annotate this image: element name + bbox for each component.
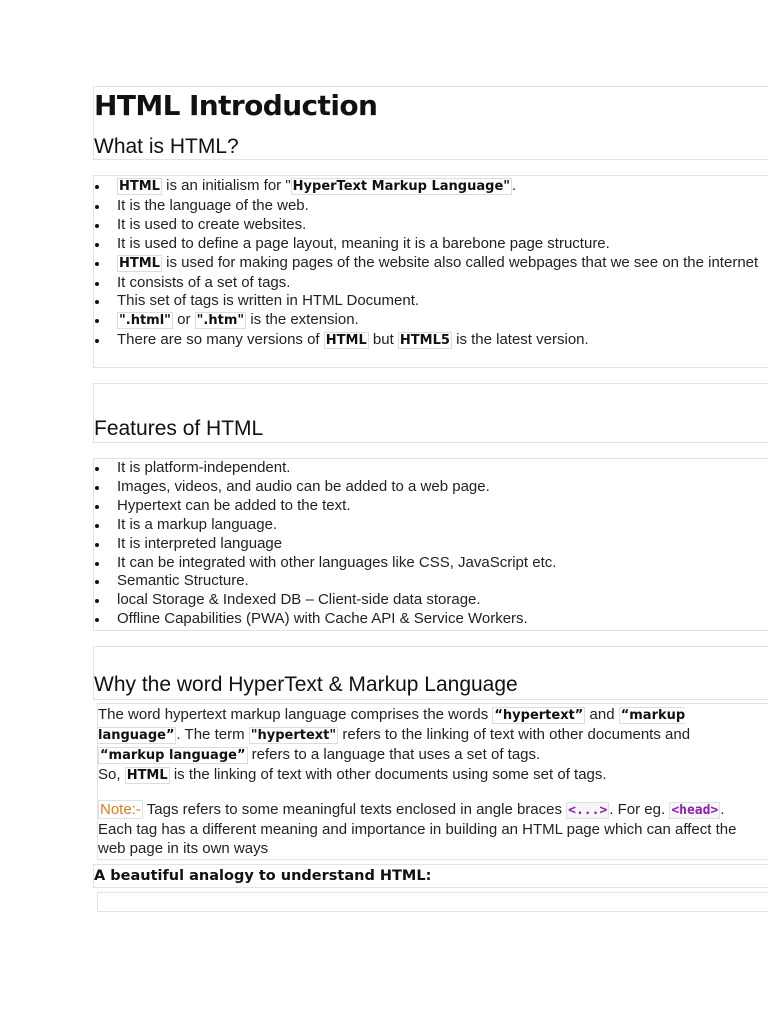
list-item [94,292,764,311]
para-text: . Each tag has a different meaning and importance in building an HTML page which can affect the web page in its own ways [98,801,737,857]
para-text: refers to a language that uses a set of tags. [247,746,541,763]
empty-content-box [97,892,768,912]
keyword: HyperText Markup Language" [292,179,511,194]
code-snippet: <head> [671,803,719,818]
item-text: is an initialism for " [161,177,291,194]
keyword: HTML [126,768,168,783]
para-text: Tags refers to some meaningful texts enclosed in angle braces [142,801,567,818]
item-text: It is used to create websites. [117,215,307,233]
item-text: There are so many versions of [117,331,324,349]
list-item: It can be integrated with other languages like CSS, JavaScript etc. [94,554,764,573]
list-item [94,311,764,331]
section1-list [94,177,764,351]
code-snippet: <...> [568,803,608,818]
list-item [94,177,764,197]
para-text: refers to the linking of text with other documents and [338,726,691,743]
list-item: Images, videos, and audio can be added to a web page. [94,478,764,497]
para-text: . The term [176,726,249,743]
para-text: . For eg. [609,801,670,818]
list-item: Hypertext can be added to the text. [94,497,764,516]
item-text: It consists of a set of tags. [117,273,291,291]
list-item [94,235,764,254]
analogy-heading: A beautiful analogy to understand HTML: [94,868,432,884]
note-label: Note:- [100,801,141,818]
list-item: Offline Capabilities (PWA) with Cache API & Service Workers. [94,610,764,629]
item-text: is the latest version. [451,331,589,349]
para-text: is the linking of text with other documents using some set of tags. [169,766,607,783]
page-title: HTML Introduction [94,89,378,122]
list-item [94,254,764,274]
keyword: ".htm" [196,313,245,329]
list-item: It is a markup language. [94,516,764,535]
keyword: “hypertext” [494,708,584,723]
para-text: So, [98,766,125,783]
item-text: It is used to define a page layout, meaning it is a barebone page structure. [117,234,610,252]
keyword: "hypertext" [250,728,337,743]
para-text: and [585,706,619,723]
list-item [94,274,764,293]
item-text: but [368,331,398,349]
list-item [94,331,764,351]
item-text: . [512,177,517,194]
list-item [94,197,764,216]
keyword: HTML [119,255,160,271]
section2-list [94,459,764,629]
definition-paragraph [98,705,760,785]
list-item [94,216,764,235]
section1-heading: What is HTML? [94,135,239,158]
item-text: is the extension. [246,311,359,329]
section2-heading: Features of HTML [94,417,264,440]
list-item: It is platform-independent. [94,459,764,478]
keyword: “markup language” [100,748,246,763]
keyword: HTML [325,333,367,349]
keyword: HTML [119,179,160,194]
keyword: HTML5 [399,333,450,349]
para-text: The word hypertext markup language comprises the words [98,706,493,723]
section3-heading: Why the word HyperText & Markup Language [94,673,518,696]
note-paragraph [98,800,760,858]
list-item: Semantic Structure. [94,572,764,591]
list-item: It is interpreted language [94,535,764,554]
item-text: This set of tags is written in HTML Document. [117,292,420,310]
keyword: ".html" [119,313,171,329]
item-text: It is the language of the web. [117,196,309,214]
keyword: “markup language” [98,708,686,743]
item-text: or [172,311,195,329]
item-text: is used for making pages of the website also called webpages that we see on the internet [161,253,759,271]
list-item: local Storage & Indexed DB – Client-side data storage. [94,591,764,610]
